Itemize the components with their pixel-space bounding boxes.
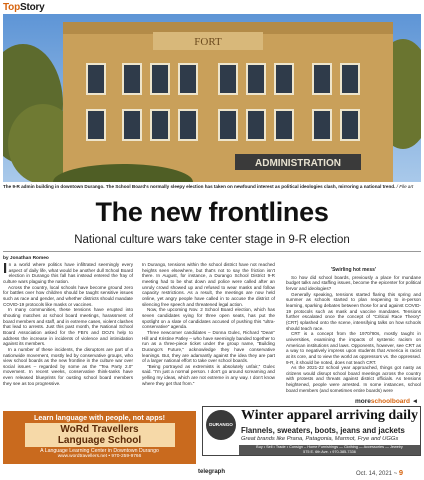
publication-logo: telegraph [198, 469, 226, 475]
paragraph: CRT is a concept from the 1970/'80s, mostly taught in universities, examining the impacts of systemic racism on American institutions and laws. Opponents, however, see CRT as a way to negatively impress upon students that America is racist at its core, and to view the world as oppressors vs. the oppressed. 9-R, it should be noted, does not teach CRT. [286, 331, 421, 365]
paragraph: In Durango, tensions within the school district have not reached heights seen elsewhere, but that's not to say the friction isn't there. In August, for instance, a Durango School District 9-R meeting had to be shut down and police were called after an unruly crowd showed up and refused to wear masks and follow capacity restrictions. As a result, the meetings are now held online, yet angry people have called in to accuse the district of silencing free speech and threatened legal action. [142, 262, 275, 307]
lead-photo [3, 14, 421, 182]
section-label [3, 2, 45, 13]
page-number: 9 [398, 468, 404, 477]
drop-cap: I [3, 259, 8, 277]
ad-web: www.wordtravellers.net • 970-259-9766 [57, 454, 142, 459]
continued-link-accent: schoolboard [370, 398, 410, 405]
divider [3, 251, 421, 252]
article-column-3 [286, 268, 421, 393]
issue-date: Oct. 14, 2021 ~ [356, 471, 398, 477]
ad-info-line1: Buy • Sell • Trade • Consign – Home Furnishings — Clothing — Accessories — Jewelry [256, 445, 403, 449]
arrow-left-icon: ◄ [411, 398, 419, 405]
ad-line2: Great brands like Prana, Patagonia, Marmot, Frye and UGGs [241, 436, 399, 442]
dek: National culture wars take center stage in 9-R election [74, 234, 350, 246]
folio [356, 468, 403, 477]
paragraph: Across the country, local schools have become ground zero for battles over how children should be taught sensitive issues such as race and gender, and whether districts should mandate COVID-19 protocols like masks or vaccines. [3, 284, 133, 307]
article-column-1 [3, 259, 133, 386]
lead-photo-image [3, 14, 421, 182]
headline: The new frontlines [95, 197, 329, 227]
photo-credit: / File art [396, 184, 414, 189]
paragraph: In many communities, these tensions have erupted into shouting matches at school board meetings, harassment of board members and staff, and in extreme cases, violent clashes that lead to arrests. Just this past month, the National School Board Association asked for the FBI's and DOJ's help to address the increase in incidents of violence and intimidation against its members. [3, 307, 133, 347]
ad-logo: DURANGO [206, 410, 236, 440]
building-sign-bottom: ADMINISTRATION [255, 158, 341, 169]
photo-caption [3, 184, 421, 190]
ad-name-line1: WoRd Travellers [60, 424, 139, 435]
section-label-story: Story [19, 2, 45, 13]
ad-info-line2: 575 E. 6th Ave. • 970-385-7336 [303, 450, 356, 454]
photo-caption-text: The 9-R admin building in downtown Durango. The School Board's normally sleepy election has taken on newfound interest as political ideologies clash, mirroring a national trend. [3, 184, 396, 189]
article-column-2 [142, 262, 275, 386]
ad-info-bar [239, 445, 420, 455]
ad-name-line2: Language School [57, 435, 142, 446]
paragraph: As the 2021-22 school year approached, things got nasty as citizens would disrupt school board meetings across the country with protests and threats against district officials. As tensions heightened, people were arrested. In some instances, school board members (and sometimes entire boards) were [286, 365, 421, 393]
ad-line1: Flannels, sweaters, boots, jeans and jackets [241, 426, 405, 435]
ad-name [25, 423, 175, 447]
continued-link-prefix: more [355, 398, 371, 405]
paragraph: Three newcomer candidates – Donna Gulec, Richard "Dean" Hill and Kristine Patley – who have seemingly banded together to run as a three-piece ticket under the group name, "Building Durango's Future," acknowledge they have conservative leanings. But, they are adamantly against the idea they are part of a larger national effort to take over school boards. [142, 329, 275, 364]
ad-title: Winter apparel arriving daily [241, 408, 418, 423]
ad-word-travellers[interactable] [3, 411, 196, 464]
section-label-top: Top [3, 2, 20, 13]
paragraph-text: n a world where politics have infiltrated seemingly every aspect of daily life, what would be another dull School Board election in Durango this fall has instead entered the fray of culture wars plaguing the nation. [3, 262, 133, 284]
subhead: 'Swirling hot mess' [330, 267, 377, 273]
ad-subline: A Language Learning Center in Downtown Durango [40, 448, 159, 454]
paragraph: Now, the upcoming Nov. 2 School Board election, which has seven candidates vying for three open seats, has put the spotlight on a slate of candidates accused of pushing this "ultra-conservative" agenda. [142, 307, 275, 330]
paragraph: In a number of these incidents, the disruptors are part of a nationwide movement, mostly led by conservative groups, who view school boards as the new frontline in the culture war over social issues – regarded by some as the "Tea Party 2.0" movement. In recent weeks, conservative think-tanks have even released blueprints for ousting school board members they see as too progressive. [3, 346, 133, 386]
paragraph: "Being portrayed as extremists is absolutely unfair," Gulec said. "I'm just a normal person. I don't go around screaming and yelling my ideas, which are not extreme in any way. I don't know where they get that from." [142, 363, 275, 386]
continued-link[interactable] [355, 398, 418, 405]
building-sign-top: FORT [194, 36, 222, 48]
byline: by Jonathan Romeo [3, 256, 49, 261]
paragraph [3, 259, 133, 285]
ad-winter-apparel[interactable] [202, 406, 421, 456]
ad-tagline: Learn language with people, not apps! [34, 413, 165, 422]
paragraph: So how did school boards, previously a place for mundane budget talks and staffing issues, become the epicenter for political fervor and ideologies? [286, 274, 421, 291]
paragraph: Generally speaking, tensions started flaring this spring and summer as schools started to plan reopening to in-person learning, sparking debates between those for and against COVID-19 protocols such as mask and vaccine mandates. Tensions further escalated once the concept of "Critical Race Theory" (CRT) splashed onto the scene, intensifying talks on how schools should teach race. [286, 291, 421, 331]
